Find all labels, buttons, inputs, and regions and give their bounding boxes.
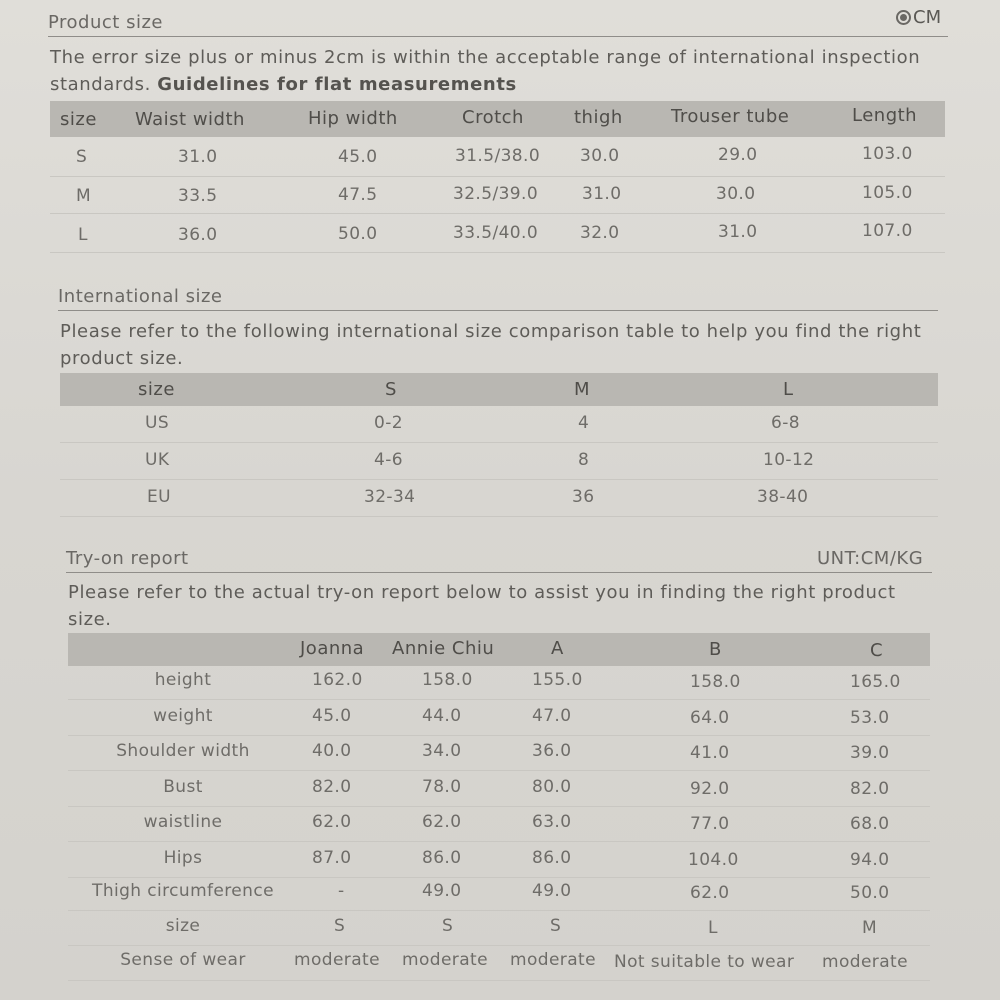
to-cell: 94.0 <box>850 850 890 870</box>
to-cell: M <box>862 918 878 938</box>
to-cell: 82.0 <box>312 777 352 797</box>
to-cell: 44.0 <box>422 706 462 726</box>
to-header-annie-chiu: Annie Chiu <box>392 638 495 659</box>
to-cell: 87.0 <box>312 848 352 868</box>
to-cell: 50.0 <box>850 883 890 903</box>
to-cell: S <box>442 916 454 936</box>
product-size-divider <box>48 36 948 37</box>
ps-cell: 36.0 <box>178 225 218 245</box>
ps-cell: 29.0 <box>718 145 758 165</box>
is-row-divider <box>60 442 938 443</box>
to-cell: 162.0 <box>312 670 363 690</box>
to-cell: 36.0 <box>532 741 572 761</box>
to-cell: 49.0 <box>422 881 462 901</box>
to-row-label: waistline <box>143 812 223 832</box>
product-size-note-bold: Guidelines for flat measurements <box>157 74 517 95</box>
to-cell: 34.0 <box>422 741 462 761</box>
to-cell: L <box>708 918 718 938</box>
ps-cell: 30.0 <box>716 184 756 204</box>
to-cell: moderate <box>822 952 908 972</box>
to-cell: S <box>334 916 346 936</box>
unit-toggle[interactable] <box>896 7 941 28</box>
international-size-divider <box>58 310 938 311</box>
ps-row-divider <box>50 176 945 177</box>
try-on-note: Please refer to the actual try-on report below to assist you in finding the right product size. <box>68 582 896 630</box>
ps-header-length: Length <box>852 105 918 126</box>
to-header-b: B <box>709 639 722 660</box>
to-row-divider <box>68 770 930 771</box>
to-cell: 68.0 <box>850 814 890 834</box>
is-header-l: L <box>783 379 794 400</box>
international-size-title: International size <box>58 286 223 307</box>
is-row-divider <box>60 516 938 517</box>
to-row-label: Bust <box>163 777 203 797</box>
to-header-joanna: Joanna <box>300 638 365 659</box>
to-cell: 104.0 <box>688 850 739 870</box>
to-header-a: A <box>551 638 564 659</box>
is-header-m: M <box>574 379 591 400</box>
to-row-divider <box>68 980 930 981</box>
ps-cell: 30.0 <box>580 146 620 166</box>
is-header-size: size <box>138 379 175 400</box>
to-row-label: height <box>154 670 212 690</box>
to-cell: 92.0 <box>690 779 730 799</box>
international-size-note: Please refer to the following international size comparison table to help you find the right product size. <box>60 321 922 369</box>
try-on-header-bar <box>68 633 930 666</box>
to-cell: 53.0 <box>850 708 890 728</box>
ps-cell: L <box>78 225 88 245</box>
to-cell: moderate <box>510 950 596 970</box>
to-cell: 47.0 <box>532 706 572 726</box>
product-size-note <box>50 44 930 98</box>
ps-header-trouser-tube: Trouser tube <box>671 106 790 127</box>
to-cell: Not suitable to wear <box>614 952 795 972</box>
ps-cell: 33.5 <box>178 186 218 206</box>
to-cell: 155.0 <box>532 670 583 690</box>
ps-cell: S <box>76 147 88 167</box>
ps-cell: 31.0 <box>178 147 218 167</box>
is-cell: 8 <box>578 450 590 470</box>
is-cell: EU <box>147 487 171 507</box>
to-cell: 158.0 <box>422 670 473 690</box>
ps-cell: 31.0 <box>718 222 758 242</box>
ps-cell: 32.0 <box>580 223 620 243</box>
ps-cell: 105.0 <box>862 183 913 203</box>
to-cell: 64.0 <box>690 708 730 728</box>
to-cell: 86.0 <box>532 848 572 868</box>
to-row-divider <box>68 806 930 807</box>
try-on-report-title: Try-on report <box>66 548 189 569</box>
to-row-label: Shoulder width <box>116 741 250 761</box>
ps-cell: 31.0 <box>582 184 622 204</box>
ps-cell: 107.0 <box>862 221 913 241</box>
ps-cell: M <box>76 186 92 206</box>
is-cell: US <box>145 413 170 433</box>
to-row-label: Sense of wear <box>120 950 246 970</box>
is-cell: 32-34 <box>364 487 416 507</box>
ps-cell: 31.5/38.0 <box>455 146 541 166</box>
to-cell: 39.0 <box>850 743 890 763</box>
ps-row-divider <box>50 213 945 214</box>
try-on-divider <box>66 572 932 573</box>
unit-option-label: CM <box>913 7 942 28</box>
ps-header-hip-width: Hip width <box>308 108 398 129</box>
to-cell: moderate <box>294 950 380 970</box>
to-cell: 63.0 <box>532 812 572 832</box>
ps-header-waist-width: Waist width <box>135 109 245 130</box>
ps-row-divider <box>50 252 945 253</box>
to-cell: 62.0 <box>312 812 352 832</box>
is-cell: 10-12 <box>763 450 815 470</box>
to-cell: 41.0 <box>690 743 730 763</box>
to-row-label: size <box>165 916 201 936</box>
to-cell: 62.0 <box>422 812 462 832</box>
to-row-divider <box>68 945 930 946</box>
to-cell: 86.0 <box>422 848 462 868</box>
product-size-title: Product size <box>48 12 163 33</box>
to-cell: 77.0 <box>690 814 730 834</box>
to-row-divider <box>68 877 930 878</box>
is-cell: 0-2 <box>374 413 403 433</box>
is-cell: 36 <box>572 487 595 507</box>
to-cell: 82.0 <box>850 779 890 799</box>
try-on-unit-label: UNT:CM/KG <box>817 548 924 569</box>
ps-header-thigh: thigh <box>574 107 623 128</box>
is-cell: 38-40 <box>757 487 809 507</box>
to-cell: S <box>550 916 562 936</box>
ps-header-size: size <box>60 109 97 130</box>
to-cell: 40.0 <box>312 741 352 761</box>
ps-cell: 33.5/40.0 <box>453 223 539 243</box>
to-cell: 158.0 <box>690 672 741 692</box>
to-row-divider <box>68 841 930 842</box>
to-cell: 62.0 <box>690 883 730 903</box>
is-cell: 4 <box>578 413 590 433</box>
to-cell: moderate <box>402 950 488 970</box>
ps-cell: 47.5 <box>338 185 378 205</box>
to-cell: 80.0 <box>532 777 572 797</box>
is-cell: UK <box>145 450 170 470</box>
is-cell: 4-6 <box>374 450 403 470</box>
is-header-s: S <box>385 379 397 400</box>
to-row-label: weight <box>153 706 213 726</box>
to-row-label: Thigh circumference <box>92 881 274 901</box>
to-cell: 78.0 <box>422 777 462 797</box>
to-cell: 165.0 <box>850 672 901 692</box>
to-row-divider <box>68 735 930 736</box>
ps-cell: 103.0 <box>862 144 913 164</box>
ps-cell: 32.5/39.0 <box>453 184 539 204</box>
to-row-label: Hips <box>163 848 203 868</box>
ps-cell: 50.0 <box>338 224 378 244</box>
international-size-header-bar <box>60 373 938 406</box>
product-size-note-text: The error size plus or minus 2cm is within the acceptable range of international inspection standards. <box>50 47 921 95</box>
to-row-divider <box>68 910 930 911</box>
ps-header-crotch: Crotch <box>462 107 524 128</box>
to-cell: 45.0 <box>312 706 352 726</box>
ps-cell: 45.0 <box>338 147 378 167</box>
to-row-divider <box>68 699 930 700</box>
to-cell: - <box>338 881 345 901</box>
to-header-c: C <box>870 640 884 661</box>
to-cell: 49.0 <box>532 881 572 901</box>
is-cell: 6-8 <box>771 413 800 433</box>
radio-selected-icon[interactable] <box>896 10 911 25</box>
is-row-divider <box>60 479 938 480</box>
